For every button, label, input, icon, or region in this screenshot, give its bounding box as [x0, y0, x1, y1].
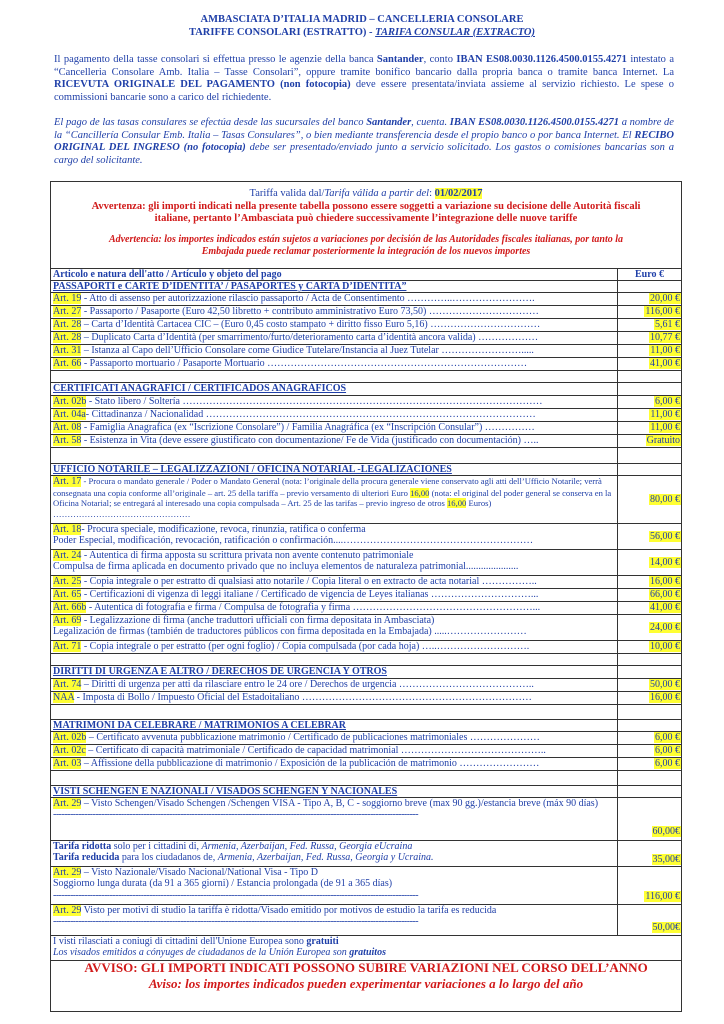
row-price: 50,00€: [652, 922, 680, 933]
row-desc: - Legalizzazione di firma (anche traduttori ufficiali con firma depositata in Ambasciata): [81, 615, 435, 626]
row-desc: - Certificazioni di vigenza di leggi italiane / Certificado de vigencia de Leyes italianas …………………………...: [81, 589, 539, 600]
row-price: 66,00 €: [650, 589, 680, 600]
table-row: [51, 588, 681, 601]
section-title: [51, 665, 681, 678]
section-certificates: CERTIFICATI ANAGRAFICI / CERTIFICADOS ANAGRÁFICOS: [53, 383, 347, 394]
row-desc: - Imposta di Bollo / Impuesto Oficial del Estadoitaliano ……………………………………………………………: [74, 692, 532, 703]
intro-it-bank: Santander: [376, 54, 424, 65]
row-desc: Compulsa de firma aplicada en documento privado que no incluya elementos de naturaleza patrimonial.....................: [53, 561, 519, 573]
row-desc-bold: Tarifa ridotta: [53, 841, 112, 852]
intro-italian: [54, 54, 674, 104]
article-ref: Art. 18: [53, 524, 82, 535]
section-title: [51, 280, 681, 292]
table-row: [51, 523, 681, 549]
header-line-2: [0, 27, 724, 38]
intro-es-bank: Santander: [366, 117, 412, 128]
validity-date: 01/02/2017: [434, 188, 483, 199]
validity-colon: :: [429, 188, 435, 199]
row-desc: - Procura speciale, modificazione, revoca, rinunzia, ratifica o conferma: [81, 524, 366, 535]
table-row: [51, 904, 681, 935]
intro-es-iban: IBAN ES08.0030.1126.4500.0155.4271: [449, 117, 620, 128]
section-title: [51, 719, 681, 731]
row-price: Gratuito: [646, 435, 680, 446]
intro-it-receipt: RICEVUTA ORIGINALE DEL PAGAMENTO (non fotocopia): [54, 79, 351, 90]
row-desc: – Istanza al Capo dell’Ufficio Consolare come Giudice Tutelare/Instancia al Juez Tutelar …………………….....: [81, 345, 534, 356]
intro-es-receipt: RECIBO ORIGINAL DEL INGRESO (no fotocopia): [54, 129, 674, 153]
row-price: 80,00 €: [650, 494, 680, 505]
footer-warning-es: Aviso: los importes indicados pueden experimentar variaciones a lo largo del año: [148, 976, 584, 991]
row-desc: - Atto di assenso per autorizzazione rilascio passaporto / Acta de Consentimento …………..…………………….: [81, 293, 535, 304]
row-desc: para los ciudadanos de,: [119, 852, 218, 864]
table-row: [51, 640, 681, 653]
row-price: 5,61 €: [655, 319, 680, 330]
row-desc: – Certificato di capacità matrimoniale / Certificado de capacidad matrimonial ……………………………………..: [85, 745, 546, 756]
table-row: [51, 601, 681, 614]
article-ref: Art. 19: [53, 293, 82, 304]
article-ref: Art. 02c: [53, 745, 86, 756]
row-desc: - Procura o mandato generale / Poder o Mandato General (nota: l’originale della procura generale viene conservato agli atti dell’Ufficio Notarile; verrà consegnata una copia conforme all’originale – art. 25 della tariffa – previo versamento di ulteriori Euro: [53, 476, 602, 498]
table-row: [51, 866, 681, 904]
intro-it-iban: IBAN ES08.0030.1126.4500.0155.4271: [456, 54, 627, 65]
row-price: 116,00 €: [645, 891, 680, 902]
spacer-row: [51, 370, 681, 382]
row-desc: – Duplicato Carta d’Identità (per smarrimento/furto/deterioramento carta d’identità ancora valida) ………………: [81, 332, 539, 343]
row-price: 16,00 €: [650, 692, 680, 703]
row-desc: - Passaporto mortuario / Pasaporte Mortuario ……………………………………………………………………: [81, 358, 528, 369]
article-ref: Art. 28: [53, 332, 82, 343]
table-row: [51, 614, 681, 640]
row-highlight: 16,00: [410, 487, 430, 498]
article-ref: Art. 71: [53, 641, 82, 652]
row-dashes: ---------------------------------------------------------------------------------------------------------------------------------: [53, 809, 419, 821]
row-desc-bold: Tarifa reducida: [53, 852, 120, 864]
article-ref: Art. 31: [53, 345, 82, 356]
article-ref: Art. 03: [53, 758, 82, 769]
intro-spanish: [54, 117, 674, 167]
article-ref: Art. 02b: [53, 732, 87, 743]
row-desc: – Diritti di urgenza per atti da rilasciare entro le 24 ore / Derechos de urgencia …………………………………..: [81, 679, 534, 690]
validity-label-it: Tariffa valida dal/: [249, 188, 325, 199]
col-price-header: Euro €: [617, 269, 681, 280]
intro-it-text: , conto: [423, 54, 457, 65]
table-row: [51, 344, 681, 357]
article-ref: NAA: [53, 692, 75, 703]
article-ref: Art. 69: [53, 615, 82, 626]
article-ref: Art. 27: [53, 306, 82, 317]
row-dashes: ---------------------------------------------------------------------------------------------------------------------------------: [53, 889, 419, 901]
row-desc: - Stato libero / Soltería ………………………………………………………………………………………………: [86, 396, 543, 407]
intro-es-text: debe ser presentado/enviado junto a servicio solicitado. Los gastos o comisiones bancarias son a cargo del solicitante.: [54, 142, 674, 166]
article-ref: Art. 17: [53, 476, 82, 487]
section-title: [51, 382, 681, 395]
row-price: 10,00 €: [650, 641, 680, 652]
row-price: 50,00 €: [650, 679, 680, 690]
intro-it-text: Il pagamento della tasse consolari si effettua presso le agenzie della banca: [54, 54, 377, 65]
row-desc: – Visto Schengen/Visado Schengen /Schengen VISA - Tipo A, B, C - soggiorno breve (max 90 gg.)/estancia breve (máx 90 días): [81, 798, 599, 809]
intro-es-text: , cuenta.: [411, 117, 450, 128]
article-ref: Art. 25: [53, 576, 82, 587]
row-price: 56,00 €: [650, 531, 680, 542]
table-row: [51, 757, 681, 770]
row-price: 6,00 €: [655, 745, 680, 756]
header-line-1: AMBASCIATA D’ITALIA MADRID – CANCELLERIA CONSOLARE: [200, 14, 524, 25]
spacer-row: [51, 770, 681, 785]
row-price: 116,00 €: [645, 306, 680, 317]
row-price: 11,00 €: [650, 409, 680, 420]
row-price: 41,00 €: [650, 358, 680, 369]
row-price: 6,00 €: [655, 732, 680, 743]
row-desc: - Passaporto / Pasaporte (Euro 42,50 libretto + contributo amministrativo Euro 73,50) ……………………………: [81, 306, 539, 317]
section-title: [51, 463, 681, 475]
article-ref: Art. 74: [53, 679, 82, 690]
row-dashes: ---------------------------------------------------------------------------------------------------------------------------------: [53, 916, 419, 928]
header-title-es: TARIFA CONSULAR (EXTRACTO): [375, 27, 535, 38]
row-price: 24,00 €: [650, 622, 680, 633]
validity-label-es: Tarifa válida a partir del: [324, 188, 430, 199]
warning-spanish: Advertencia: los importes indicados están sujetos a variaciones por decisión de las Autoridades fiscales italianas, por tanto la Embajada puede reclamar posteriormente la integración de los nuevos importes: [108, 234, 624, 257]
table-row: [51, 678, 681, 691]
article-ref: Art. 29: [53, 867, 82, 878]
table-row: [51, 731, 681, 744]
section-title: [51, 785, 681, 797]
col-desc-header: Articolo e natura dell'atto / Artículo y objeto del pago: [53, 269, 282, 280]
row-desc: solo per i cittadini di,: [111, 841, 202, 852]
row-desc: - Autentica di fotografia e firma / Compulsa de fotografia y firma ………………………………………………...: [86, 602, 541, 613]
row-desc: – Carta d’Identità Cartacea CIC – (Euro 0,45 costo stampato + diritto fisso Euro 5,16) ……………………………: [81, 319, 541, 330]
row-desc-bold: gratuiti: [306, 936, 339, 947]
warning-italian: Avvertenza: gli importi indicati nella presente tabella possono essere soggetti a variazione su decisione delle Autorità fiscali italiane, pertanto l’Ambasciata può chiedere successivamente l’integrazione delle nuove tariffe: [91, 201, 641, 224]
table-row: [51, 292, 681, 305]
table-row: [51, 357, 681, 370]
table-row: [51, 475, 681, 523]
row-desc: Visto per motivi di studio la tariffa è ridotta/Visado emitido por motivos de estudio la tarifa es reducida: [81, 905, 497, 916]
section-visas: VISTI SCHENGEN E NAZIONALI / VISADOS SCHENGEN Y NACIONALES: [53, 786, 398, 797]
article-ref: Art. 58: [53, 435, 82, 446]
table-row: [51, 305, 681, 318]
row-desc: - Copia integrale o per estratto (per ogni foglio) / Copia compulsada (por cada hoja) …..……………………….: [81, 641, 530, 652]
row-price: 14,00 €: [650, 557, 680, 568]
row-desc: Poder Especial, modificación, revocación, ratificación o confirmación....…………………………………………………: [53, 535, 534, 547]
row-desc-bold: gratuitos: [349, 947, 386, 959]
row-desc: - Esistenza in Vita (deve essere giustificato con documentazione/ Fe de Vida (justificado con documentación) …..: [81, 435, 539, 446]
row-highlight: 16,00: [446, 498, 467, 508]
row-price: 6,00 €: [655, 758, 680, 769]
row-price: 10,77 €: [650, 332, 680, 343]
row-desc: – Visto Nazionale/Visado Nacional/National Visa - Tipo D: [81, 867, 319, 878]
article-ref: Art. 02b: [53, 396, 87, 407]
row-desc: – Certificato avvenuta pubblicazione matrimonio / Certificado de publicaciones matrimoniales …………………: [86, 732, 540, 743]
table-row: [51, 691, 681, 704]
row-desc: Soggiorno lunga durata (da 91 a 365 giorni) / Estancia prolongada (de 91 a 365 días): [53, 878, 393, 890]
intro-es-text: a nombre de la “Cancillería Consular Emb. Italia – Tasas Consulares”, o bien mediante transferencia desde el propio banco o por banca Internet. El: [54, 117, 674, 141]
row-desc: - Cittadinanza / Nacionalidad ………………………………………………………………………………………: [85, 409, 536, 420]
article-ref: Art. 66b: [53, 602, 87, 613]
row-price: 11,00 €: [650, 422, 680, 433]
row-desc: (nota: el original del poder general se conserva en la Oficina Notarial; se entregará al interesado una copia compulsada – Art. 25 de las tarifas – previo ingreso de otros: [53, 487, 612, 508]
table-row: [51, 318, 681, 331]
row-desc-italic: Los visados emitidos a cónyuges de ciudadanos de la Unión Europea son: [53, 947, 350, 959]
table-row: [51, 744, 681, 757]
row-price: 6,00 €: [655, 396, 680, 407]
spacer-row: [51, 653, 681, 665]
intro-es-text: El pago de las tasas consulares se efectúa desde las sucursales del banco: [54, 117, 367, 128]
row-desc-italic: Armenia, Azerbaijan, Fed. Russa, Georgia y Ucraina.: [217, 852, 434, 864]
article-ref: Art. 29: [53, 798, 82, 809]
section-marriages: MATRIMONI DA CELEBRARE / MATRIMONIOS A CELEBRAR: [53, 720, 346, 731]
row-price: 35,00€: [652, 854, 680, 865]
row-desc: Euros) …………………………………………: [53, 498, 492, 519]
row-desc-italic: Armenia, Azerbaijan, Fed. Russa, Georgia eUcraina: [201, 841, 413, 852]
table-row: [51, 575, 681, 588]
row-price: 41,00 €: [650, 602, 680, 613]
row-desc: – Affissione della pubblicazione di matrimonio / Exposición de la publicación de matrimonio ……………………: [81, 758, 540, 769]
article-ref: Art. 24: [53, 550, 82, 561]
row-desc: Legalización de firmas (también de traductores públicos con firma depositada en la Embajada) .....……………………: [53, 626, 527, 638]
footer-warning-it: AVVISO: GLI IMPORTI INDICATI POSSONO SUBIRE VARIAZIONI NEL CORSO DELL’ANNO: [84, 960, 648, 975]
table-row: [51, 935, 681, 961]
tariff-box: [50, 181, 682, 1012]
intro-it-text: deve essere presentata/inviata assieme al servizio richiesto. Le spese o commissioni bancarie sono a carico del richiedente.: [54, 79, 675, 103]
validity-line: [51, 188, 681, 200]
table-row: [51, 421, 681, 434]
article-ref: Art. 04a: [53, 409, 86, 420]
article-ref: Art. 08: [53, 422, 82, 433]
table-row: [51, 434, 681, 447]
row-desc: I visti rilasciati a coniugi di cittadini dell'Unione Europea sono: [53, 936, 307, 947]
table-header: [51, 268, 681, 280]
row-price: 11,00 €: [650, 345, 680, 356]
table-row: [51, 797, 681, 840]
table-row: [51, 840, 681, 866]
article-ref: Art. 66: [53, 358, 82, 369]
section-notary: UFFICIO NOTARILE – LEGALIZZAZIONI / OFICINA NOTARIAL -LEGALIZACIONES: [53, 464, 452, 475]
table-row: [51, 331, 681, 344]
section-passports: PASSAPORTI e CARTE D’IDENTITA’ / PASAPORTES y CARTA D’IDENTITA”: [53, 281, 407, 292]
spacer-row: [51, 447, 681, 463]
row-desc: - Famiglia Anagrafica (ex “Iscrizione Consolare”) / Familia Anagráfica (ex “Inscripción Consular”) ……………: [81, 422, 535, 433]
row-price: 60,00€: [652, 826, 680, 837]
row-price: 20,00 €: [650, 293, 680, 304]
intro-it-text: intestato a “Cancelleria Consolare Amb. Italia – Tasse Consolari”, oppure tramite bonifico bancario dalla propria banca o tramite banca Internet. La: [54, 54, 674, 78]
row-price: 16,00 €: [650, 576, 680, 587]
table-row: [51, 549, 681, 575]
article-ref: Art. 65: [53, 589, 82, 600]
header-title-it: TARIFFE CONSOLARI (ESTRATTO) -: [189, 27, 376, 38]
row-desc: - Autentica di firma apposta su scrittura privata non avente contenuto patrimoniale: [81, 550, 414, 561]
table-row: [51, 395, 681, 408]
row-desc: - Copia integrale o per estratto di qualsiasi atto notarile / Copia literal o en extracto de acta notarial ……………..: [81, 576, 537, 587]
spacer-row: [51, 704, 681, 719]
table-row: [51, 408, 681, 421]
section-urgency: DIRITTI DI URGENZA E ALTRO / DERECHOS DE URGENCIA Y OTROS: [53, 666, 387, 677]
article-ref: Art. 29: [53, 905, 82, 916]
article-ref: Art. 28: [53, 319, 82, 330]
